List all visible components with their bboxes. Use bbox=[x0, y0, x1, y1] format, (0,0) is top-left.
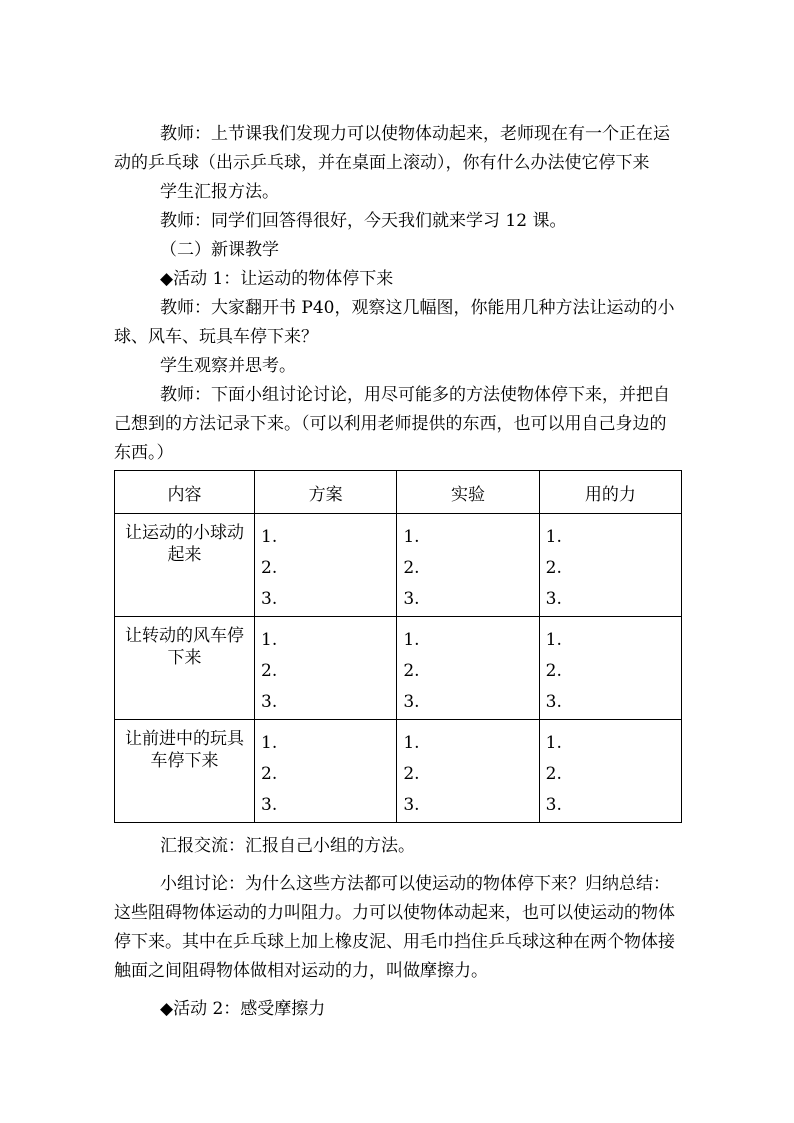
list-item: 1. bbox=[545, 527, 562, 547]
list-item: 1. bbox=[261, 733, 278, 753]
row-label: 让转动的风车停下来 bbox=[115, 617, 255, 720]
list-item: 1. bbox=[403, 733, 420, 753]
list-item: 1. bbox=[545, 733, 562, 753]
list-item: 2. bbox=[545, 764, 562, 784]
row-label: 让前进中的玩具车停下来 bbox=[115, 720, 255, 823]
list-item: 2. bbox=[403, 661, 420, 681]
table-cell bbox=[255, 617, 397, 720]
list-item: 2. bbox=[261, 661, 278, 681]
table-row bbox=[115, 617, 682, 720]
paragraph-teacher-intro: 教师：上节课我们发现力可以使物体动起来，老师现在有一个正在运动的乒乓球（出示乒乓球，并在桌面上滚动），你有什么办法使它停下来 bbox=[114, 124, 670, 173]
activity-1-heading: ◆活动 1：让运动的物体停下来 bbox=[160, 269, 394, 289]
paragraph-group-discussion: 小组讨论：为什么这些方法都可以使运动的物体停下来？归纳总结：这些阻碍物体运动的力叫阻力。力可以使物体动起来，也可以使运动的物体停下来。其中在乒乓球上加上橡皮泥、用毛巾挡住乒乓球这种在两个物体接触面之间阻碍物体做相对运动的力，叫做摩擦力。 bbox=[114, 874, 675, 981]
list-item: 2. bbox=[545, 661, 562, 681]
list-item: 2. bbox=[261, 558, 278, 578]
paragraph-teacher-book: 教师：大家翻开书 P40，观察这几幅图，你能用几种方法让运动的小球、风车、玩具车停下来？ bbox=[114, 298, 675, 347]
table-cell bbox=[397, 514, 539, 617]
list-item: 3. bbox=[261, 589, 278, 609]
list-item: 2. bbox=[403, 558, 420, 578]
paragraph-teacher-discuss: 教师：下面小组讨论讨论，用尽可能多的方法使物体停下来，并把自己想到的方法记录下来。（可以利用老师提供的东西，也可以用自己身边的东西。） bbox=[114, 385, 670, 463]
list-item: 3. bbox=[403, 795, 420, 815]
table-header-row bbox=[115, 471, 682, 514]
activity-2-heading: ◆活动 2：感受摩擦力 bbox=[160, 999, 326, 1019]
list-item: 1. bbox=[403, 630, 420, 650]
list-item: 3. bbox=[261, 692, 278, 712]
row-label: 让运动的小球动起来 bbox=[115, 514, 255, 617]
table-cell bbox=[539, 720, 681, 823]
list-item: 1. bbox=[261, 527, 278, 547]
table-cell bbox=[397, 617, 539, 720]
table-cell bbox=[539, 617, 681, 720]
paragraph-student-observe: 学生观察并思考。 bbox=[160, 356, 296, 376]
list-item: 3. bbox=[545, 795, 562, 815]
list-item: 3. bbox=[261, 795, 278, 815]
list-item: 1. bbox=[403, 527, 420, 547]
paragraph-report-exchange: 汇报交流：汇报自己小组的方法。 bbox=[160, 836, 415, 856]
section-heading: （二）新课教学 bbox=[160, 240, 279, 260]
header-force: 用的力 bbox=[539, 471, 681, 514]
list-item: 2. bbox=[261, 764, 278, 784]
paragraph-teacher-lesson: 教师：同学们回答得很好，今天我们就来学习 12 课。 bbox=[160, 211, 567, 231]
table-cell bbox=[255, 720, 397, 823]
table-cell bbox=[539, 514, 681, 617]
methods-table bbox=[114, 470, 682, 823]
list-item: 2. bbox=[545, 558, 562, 578]
header-experiment: 实验 bbox=[397, 471, 539, 514]
list-item: 3. bbox=[403, 692, 420, 712]
list-item: 3. bbox=[545, 589, 562, 609]
list-item: 1. bbox=[545, 630, 562, 650]
header-content: 内容 bbox=[115, 471, 255, 514]
document-body bbox=[114, 120, 682, 1024]
paragraph-student-report: 学生汇报方法。 bbox=[160, 182, 279, 202]
table-row bbox=[115, 720, 682, 823]
table-cell bbox=[255, 514, 397, 617]
list-item: 3. bbox=[545, 692, 562, 712]
table-cell bbox=[397, 720, 539, 823]
table-row bbox=[115, 514, 682, 617]
list-item: 3. bbox=[403, 589, 420, 609]
header-plan: 方案 bbox=[255, 471, 397, 514]
list-item: 1. bbox=[261, 630, 278, 650]
list-item: 2. bbox=[403, 764, 420, 784]
